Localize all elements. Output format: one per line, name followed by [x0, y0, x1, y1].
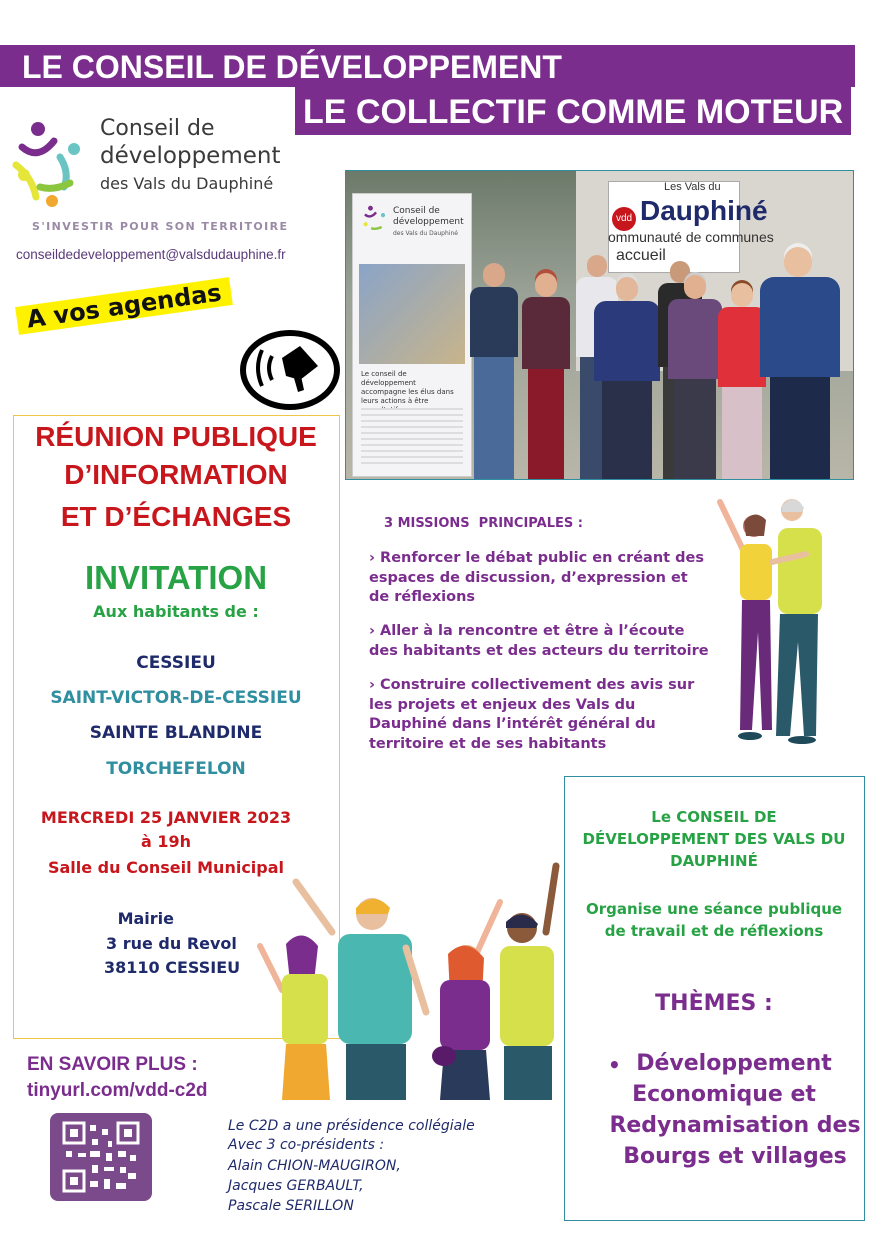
- town-sainte-blandine: SAINTE BLANDINE: [89, 723, 263, 743]
- meeting-title-2: D’INFORMATION: [64, 459, 288, 490]
- banner-logo-figures: [361, 204, 389, 236]
- invitation-aux: Aux habitants de :: [93, 602, 259, 621]
- theme-bullet: •: [608, 1053, 621, 1077]
- banner-text: Le conseil de développement accompagne les élus dans leurs actions à être: [361, 370, 454, 405]
- org-line-2: DÉVELOPPEMENT DES VALS DU: [582, 830, 846, 848]
- presidency-line-5: Pascale SERILLON: [228, 1198, 354, 1214]
- person: [594, 277, 660, 479]
- org-line-1: Le CONSEIL DE: [651, 808, 777, 826]
- person: [522, 273, 570, 479]
- logo-tagline: S'INVESTIR POUR SON TERRITOIRE: [32, 220, 289, 233]
- sign-line-2: ommunauté de communes: [608, 229, 774, 245]
- theme-line-3: Redynamisation des: [609, 1113, 861, 1138]
- title-line-2: LE COLLECTIF COMME MOTEUR: [295, 87, 851, 135]
- address-line-3: 38110 CESSIEU: [104, 958, 241, 977]
- org-desc-1: Organise une séance publique: [585, 900, 843, 918]
- qr-pattern: [62, 1121, 140, 1193]
- town-torchefelon: TORCHEFELON: [106, 759, 246, 779]
- mission-item-1: › Renforcer le débat public en créant des espaces de discussion, d’expression et de réflexions: [369, 550, 704, 605]
- person: [718, 283, 766, 479]
- agendas-banner: A vos agendas: [15, 277, 233, 335]
- presidency-line-2: Avec 3 co-présidents :: [228, 1137, 385, 1153]
- theme-line-2: Economique et: [632, 1082, 816, 1107]
- mission-item-2: › Aller à la rencontre et être à l’écoute des habitants et des acteurs du territoire: [369, 623, 709, 659]
- banner-title: Conseil de développement: [393, 206, 464, 227]
- themes-heading: THÈMES :: [655, 991, 773, 1016]
- sign-brand: Dauphiné: [640, 195, 768, 226]
- theme-line-4: Bourgs et villages: [623, 1144, 847, 1169]
- more-info-url[interactable]: tinyurl.com/vdd-c2d: [27, 1080, 208, 1101]
- sign-vdd-badge: vdd: [612, 207, 636, 231]
- person: [668, 275, 722, 479]
- sign-small: Les Vals du: [664, 181, 721, 193]
- megaphone-icon: [238, 328, 342, 412]
- meeting-title-1: RÉUNION PUBLIQUE: [35, 421, 317, 452]
- presidency-line-4: Jacques GERBAULT,: [228, 1178, 364, 1194]
- missions-heading: 3 MISSIONS PRINCIPALES :: [384, 516, 583, 531]
- meeting-date: MERCREDI 25 JANVIER 2023: [40, 808, 292, 827]
- person: [470, 263, 518, 479]
- meeting-room: Salle du Conseil Municipal: [47, 858, 285, 877]
- address-line-2: 3 rue du Revol: [106, 934, 237, 953]
- town-cessieu: CESSIEU: [136, 653, 216, 673]
- logo-line-2: développement: [100, 143, 281, 169]
- banner-sub: des Vals du Dauphiné: [393, 230, 458, 237]
- crowd-illustration: [256, 862, 566, 1100]
- logo-line-3: des Vals du Dauphiné: [100, 174, 274, 193]
- logo-figures: [12, 117, 90, 209]
- logo: [12, 112, 302, 252]
- address-line-1: Mairie: [117, 909, 174, 928]
- sign-line-3: accueil: [616, 247, 666, 264]
- meeting-title-3: ET D’ÉCHANGES: [60, 501, 292, 532]
- presidency-line-3: Alain CHION-MAUGIRON,: [228, 1158, 401, 1174]
- rollup-banner: [352, 193, 472, 477]
- couple-illustration: [710, 492, 835, 748]
- title-line-1: LE CONSEIL DE DÉVELOPPEMENT: [0, 45, 855, 87]
- meeting-time: à 19h: [140, 832, 192, 851]
- mission-item-3: › Construire collectivement des avis sur les projets et enjeux des Vals du Dauphiné dans l’intérêt général du territoire et de ses habitants: [369, 677, 695, 752]
- person: [760, 247, 840, 479]
- more-info-label: EN SAVOIR PLUS :: [27, 1054, 198, 1075]
- theme-line-1: Développement: [636, 1051, 832, 1076]
- group-photo: [345, 170, 854, 480]
- presidency-line-1: Le C2D a une présidence collégiale: [228, 1118, 475, 1134]
- town-saint-victor: SAINT-VICTOR-DE-CESSIEU: [50, 688, 302, 708]
- logo-line-1: Conseil de: [100, 116, 215, 141]
- org-line-3: DAUPHINÉ: [670, 852, 758, 870]
- invitation-heading: INVITATION: [84, 559, 268, 596]
- qr-code[interactable]: [50, 1113, 152, 1201]
- org-desc-2: de travail et de réflexions: [604, 922, 824, 940]
- contact-email[interactable]: conseildedeveloppement@valsdudauphine.fr: [16, 247, 286, 262]
